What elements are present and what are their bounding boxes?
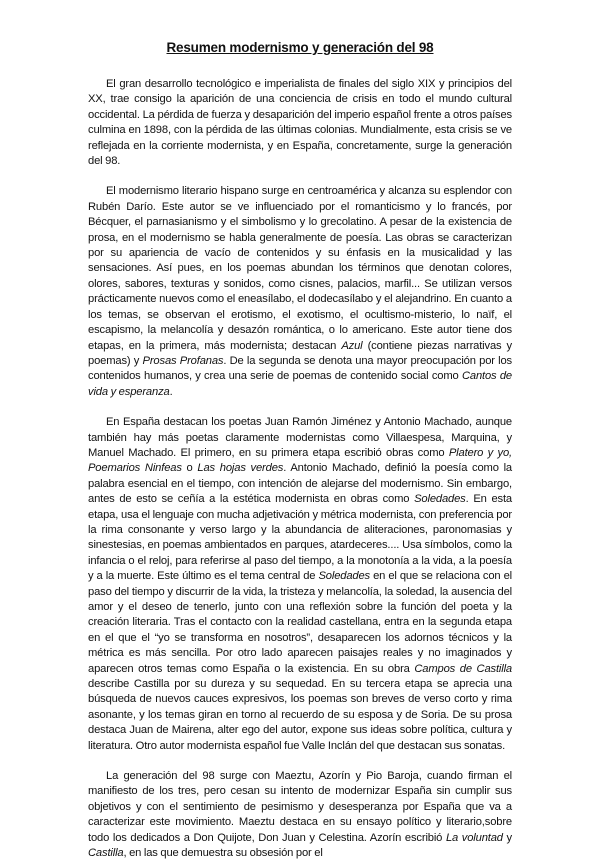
- text-run: o: [181, 462, 198, 475]
- text-run: describe Castilla por su dureza y su sequedad. En su tercera etapa se aprecia una búsqueda de nuevos cauces expresivos, los poemas son breves de verso corto y rima asonante, y los temas giran en torno al recuerdo de su esposa y de Soria. De su prosa destaca Juan de Mairena, alter ego del autor, expone sus ideas sobre política, cultura y literatura. Otro autor modernista español fue Valle Inclán del que destacan sus sonatas.: [88, 678, 512, 752]
- text-run: .: [169, 385, 173, 398]
- text-run: En España destacan los poetas Juan Ramón Jiménez y Antonio Machado, aunque también hay más poetas claramente modernistas como Villaespesa, Marquina, y Manuel Machado. El primero, en su primera etapa escribió obras como: [88, 416, 512, 459]
- italic-title: Azul: [341, 339, 363, 352]
- text-run: y: [502, 831, 512, 844]
- italic-title: Platero y yo, Poemarios Ninfeas: [88, 446, 512, 475]
- text-run: , en las que demuestra su obsesión por el: [123, 847, 323, 860]
- italic-title: Prosas Profanas: [142, 354, 224, 367]
- text-run: El gran desarrollo tecnológico e imperialista de finales del siglo XIX y principios del XX, trae consigo la aparición de una conciencia de crisis en todo el mundo cultural occidental. La pérdida de fuerza y desaparición del imperio español frente a otros países culmina en 1898, con la pérdida de las últimas colonias. Mundialmente, esta crisis se ve reflejada en la corriente modernista, y en España, concretamente, surge la generación del 98.: [88, 78, 512, 168]
- document-title: Resumen modernismo y generación del 98: [166, 40, 434, 55]
- italic-title: La voluntad: [445, 831, 503, 844]
- italic-title: Castilla: [88, 847, 124, 860]
- text-run: . De la segunda se denota una mayor preocupación por los contenidos humanos, y crea una serie de poemas de contenido social como: [88, 354, 513, 383]
- text-run: en el que se relaciona con el paso del tiempo y discurrir de la vida, la tristeza y melancolía, la soledad, la ausencia del amor y el deseo de tenerlo, junto con una reflexión sobre la función del poeta y la creación literaria. Tras el contacto con la realidad castellana, entra en la segunda etapa en el que el “yo se transforma en nosotros”, desaparecen los adornos técnicos y la métrica es más sencilla. Por otro lado aparecen paisajes reales y no imaginados y aparecen otros temas como España o la existencia. En su obra: [88, 570, 513, 675]
- italic-title: Soledades: [318, 570, 370, 583]
- text-run: . En esta etapa, usa el lenguaje con mucha adjetivación y métrica modernista, con preferencia por la rima consonante y verso largo y la abundancia de aliteraciones, paronomasias y sinestesias, en poemas ambientados en parques, atardeceres.... Usa símbolos, como la infancia o el reloj, para referirse al paso del tiempo, a la monotonía a la vida, a la poesía y a la muerte. Este último es el tema central de: [88, 493, 512, 583]
- italic-title: Las hojas verdes: [197, 462, 284, 475]
- paragraph-modernismo-hispano: [88, 184, 512, 400]
- italic-title: Campos de Castilla: [414, 662, 512, 675]
- italic-title: Cantos de vida y esperanza: [88, 370, 512, 398]
- italic-title: Soledades: [414, 493, 466, 506]
- text-run: (contiene piezas narrativas y poemas) y: [88, 339, 512, 367]
- paragraph-modernismo-espana: [88, 415, 512, 754]
- paragraph-introduccion: [88, 77, 512, 169]
- text-run: La generación del 98 surge con Maeztu, Azorín y Pio Baroja, cuando firman el manifiesto de los tres, pero cesan su intento de modernizar España sin cumplir sus objetivos y con el sentimiento de pesimismo y desesperanza por España que va a caracterizar este movimiento. Maeztu destaca en su ensayo político y literario,sobre todo los dedicados a Don Quijote, Don Juan y Celestina. Azorín escribió: [88, 770, 512, 844]
- text-run: . Antonio Machado, definió la poesía como la palabra esencial en el tiempo, con intención de alejarse del modernismo. Sin embargo, antes de esto se ceñía a la estética modernista en obras como: [88, 462, 512, 506]
- text-run: El modernismo literario hispano surge en centroamérica y alcanza su esplendor con Rubén Darío. Este autor se ve influenciado por el romanticismo y lo francés, por Bécquer, el parnasianismo y el simbolismo y lo grecolatino. A pesar de la existencia de prosa, en el modernismo se habla generalmente de poesía. Las obras se caracterizan por su apariencia de vacío de contenidos y su énfasis en la musicalidad y las sensaciones. Así pues, en los poemas abundan los términos que denotan colores, olores, sabores, texturas y sonidos, como cisnes, palacios, marfil... Se utilizan versos prácticamente nuevos como el eneasílabo, el dodecasílabo y el alejandrino. En cuanto a los temas, se observan el erotismo, el exotismo, el ocultismo-misterio, lo naïf, el escapismo, la melancolía y desazón romántica, o lo americano. Este autor tiene dos etapas, en la primera, más modernista; destacan: [88, 185, 512, 352]
